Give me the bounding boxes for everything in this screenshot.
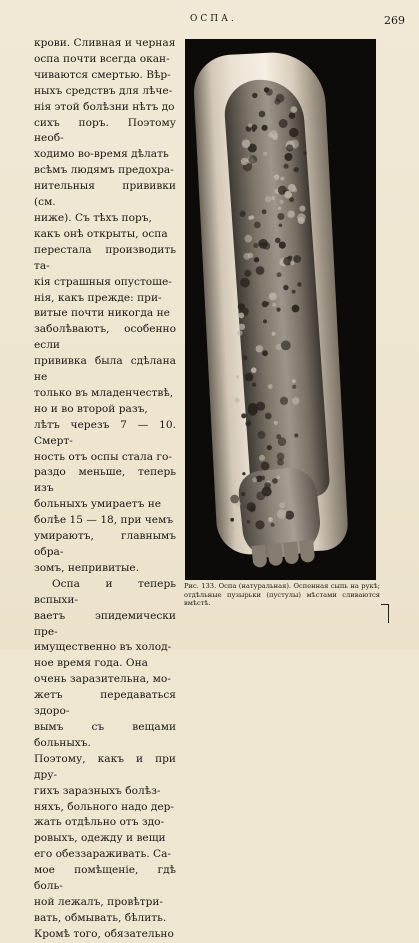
- text-line: умираютъ, главнымъ обра-: [34, 530, 176, 558]
- text-line: жетъ передаваться здоро-: [34, 689, 176, 718]
- text-line: вымъ съ вещами больныхъ.: [34, 720, 176, 749]
- page-number: 269: [384, 14, 405, 27]
- text-line: всѣмъ людямъ предохра-: [34, 164, 174, 177]
- text-line: прививка была сдѣлана не: [34, 355, 176, 384]
- text-line: нительныя прививки (см.: [34, 180, 176, 209]
- figure-plate: [185, 39, 376, 580]
- text-line: ныхъ средствъ для лѣче-: [34, 84, 173, 97]
- text-line: болѣе 15 — 18, при чемъ: [34, 514, 174, 527]
- text-line: заболѣваютъ, особенно если: [34, 323, 176, 352]
- body-text-column: [34, 36, 176, 943]
- text-line: сихъ поръ. Поэтому необ-: [34, 116, 176, 145]
- text-line: ное время года. Она: [34, 657, 148, 670]
- page-header: [0, 14, 419, 32]
- text-line: ваетъ эпидемически пре-: [34, 609, 176, 638]
- pustule-rash: [185, 39, 376, 580]
- text-line: кія страшныя опустоше-: [34, 275, 172, 288]
- text-line: но и во второй разъ,: [34, 402, 148, 415]
- text-line: раздо меньше, теперь изъ: [34, 466, 176, 495]
- text-line: больныхъ умираетъ не: [34, 498, 162, 511]
- text-line: Кромѣ того, обязательно: [34, 927, 174, 940]
- text-line: мое помѣщеніе, гдѣ боль-: [34, 864, 176, 893]
- text-line: Оспа и теперь вспыхи-: [34, 577, 176, 606]
- text-line: только въ младенчествѣ,: [34, 386, 174, 399]
- text-line: лѣтъ черезъ 7 — 10. Смерт-: [34, 418, 176, 447]
- text-line: жать отдѣльно отъ здо-: [34, 816, 165, 829]
- text-line: оспа почти всегда окан-: [34, 52, 170, 65]
- text-line: гихъ заразныхъ болѣз-: [34, 784, 161, 797]
- text-line: нія этой болѣзни нѣтъ до: [34, 100, 175, 113]
- text-line: нія, какъ прежде: при-: [34, 291, 162, 304]
- text-line: ходимо во-время дѣлать: [34, 148, 169, 161]
- text-line: имущественно въ холод-: [34, 641, 172, 654]
- text-line: Поэтому, какъ и при дру-: [34, 752, 176, 781]
- text-line: его обеззараживать. Са-: [34, 848, 172, 861]
- text-line: очень заразительна, мо-: [34, 673, 171, 686]
- text-line: чиваются смертью. Вѣр-: [34, 68, 171, 81]
- text-line: ной лежалъ, провѣтри-: [34, 895, 163, 908]
- text-line: какъ онѣ открыты, оспа: [34, 227, 168, 240]
- text-line: вать, обмывать, бѣлить.: [34, 911, 167, 924]
- text-line: перестала производить та-: [34, 243, 176, 272]
- running-title: ОСПА.: [190, 14, 237, 24]
- text-line: ность отъ оспы стала го-: [34, 450, 172, 463]
- text-line: зомъ, непривитые.: [34, 561, 140, 574]
- text-line: няхъ, больного надо дер-: [34, 800, 174, 813]
- text-line: ровыхъ, одежду и вещи: [34, 832, 166, 845]
- text-line: витые почти никогда не: [34, 307, 170, 320]
- text-line: ниже). Съ тѣхъ поръ,: [34, 211, 152, 224]
- figure-caption: Рис. 133. Оспа (натуральная). Оспенная сыпь на рукѣ; отдѣльные пузырьки (пустулы) мѣстами сливаются вмѣстѣ.: [184, 582, 380, 607]
- text-line: крови. Сливная и черная: [34, 37, 176, 49]
- corner-mark: [381, 604, 389, 623]
